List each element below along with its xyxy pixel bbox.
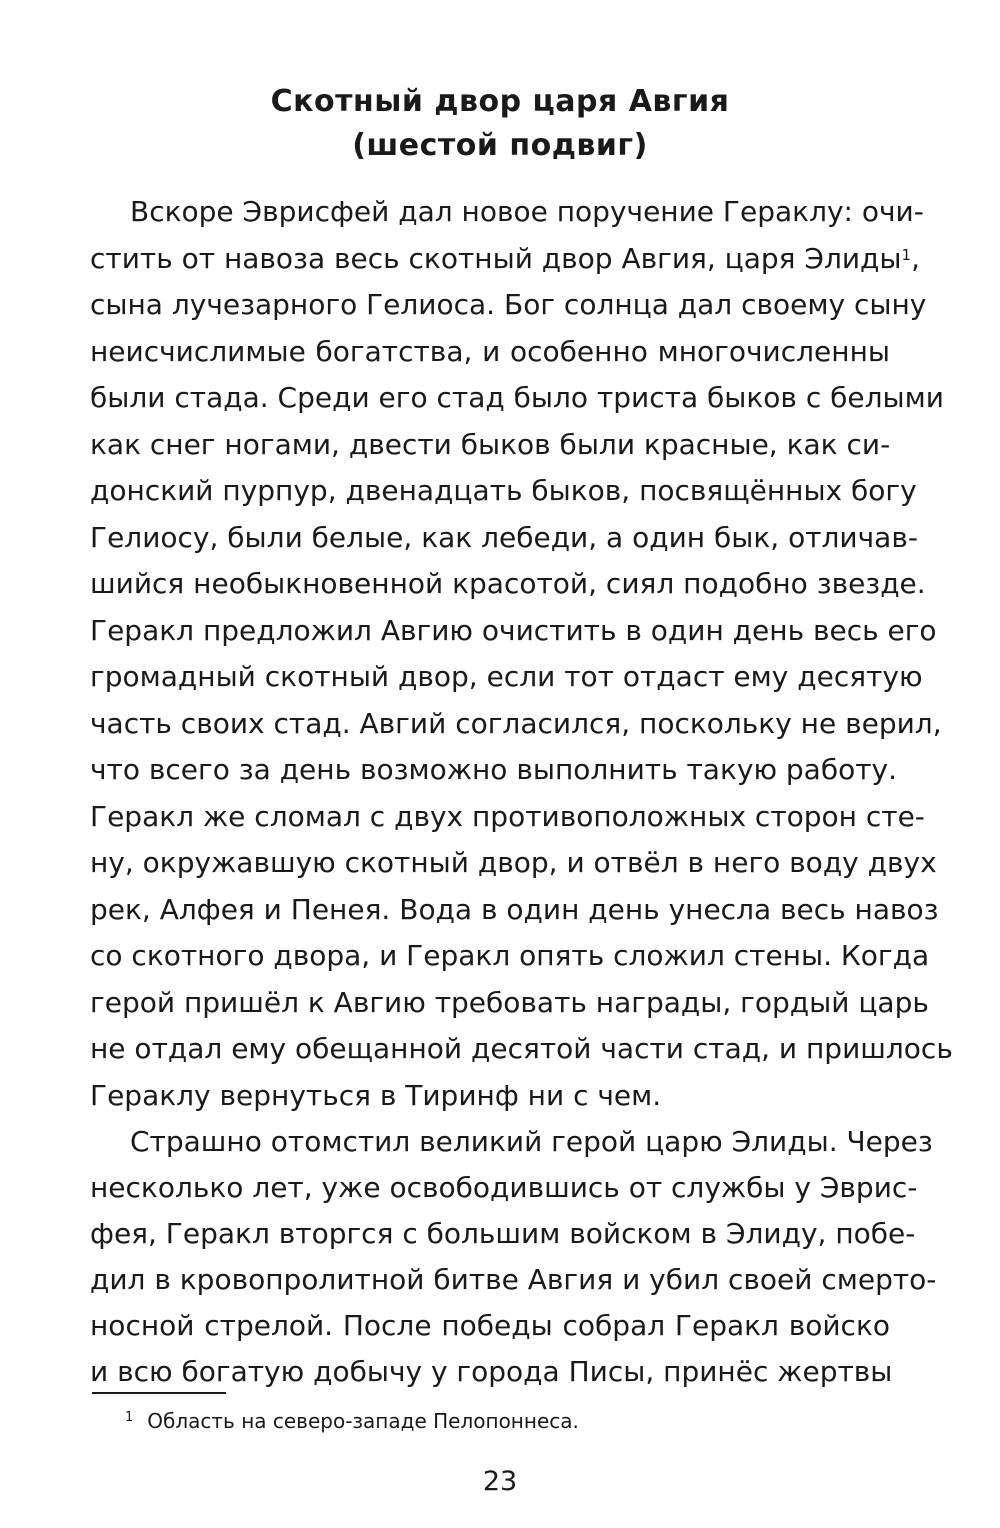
text-line: Вскоре Эврисфей дал новое поручение Гераклу: очи- (130, 195, 924, 228)
text-line: рек, Алфея и Пенея. Вода в один день унесла весь навоз (90, 892, 939, 926)
text-line: Гераклу вернуться в Тиринф ни с чем. (90, 1078, 662, 1112)
text-line-punctuation: , (911, 241, 920, 275)
text-line: фея, Геракл вторгся с большим войском в Элиду, побе- (90, 1217, 916, 1250)
text-line: сына лучезарного Гелиоса. Бог солнца дал своему сыну (90, 288, 927, 321)
footnote (125, 1406, 579, 1436)
text-line: носной стрелой. После победы собрал Геракл войско (90, 1309, 890, 1342)
text-line: не отдал ему обещанной десятой части стад, и пришлось (90, 1032, 953, 1065)
text-line: что всего за день возможно выполнить такую работу. (90, 753, 898, 786)
text-line: дил в кровопролитной битве Авгия и убил своей смерто- (90, 1263, 937, 1296)
text-line: Геракл же сломал с двух противоположных сторон сте- (90, 799, 925, 833)
text-line (90, 239, 920, 279)
footnote-marker: 1 (125, 1410, 134, 1425)
text-line: шийся необыкновенной красотой, сиял подобно звезде. (90, 567, 926, 600)
text-line: громадный скотный двор, если тот отдаст ему десятую (90, 660, 923, 693)
text-line: часть своих стад. Авгий согласился, поскольку не верил, (90, 706, 942, 740)
text-line: и всю богатую добычу у города Писы, принёс жертвы (90, 1355, 893, 1388)
footnote-divider (92, 1392, 226, 1394)
text-line: герой пришёл к Авгию требовать награды, гордый царь (90, 985, 929, 1019)
text-line: Геракл предложил Авгию очистить в один день весь его (90, 613, 937, 647)
footnote-reference: 1 (901, 245, 912, 264)
text-line: ну, окружавшую скотный двор, и отвёл в него воду двух (90, 846, 937, 879)
text-line: Гелиосу, были белые, как лебеди, а один бык, отличав- (90, 520, 918, 554)
text-line: неисчислимые богатства, и особенно многочисленны (90, 334, 890, 368)
chapter-subtitle: (шестой подвиг) (352, 128, 648, 163)
text-line: несколько лет, уже освободившись от службы у Эврис- (90, 1171, 918, 1204)
page-number: 23 (482, 1466, 518, 1497)
footnote-text: Область на северо-западе Пелопоннеса. (147, 1409, 579, 1433)
text-line: со скотного двора, и Геракл опять сложил стены. Когда (90, 939, 930, 972)
text-line: Страшно отомстил великий герой царю Элиды. Через (130, 1125, 933, 1158)
text-line-content: стить от навоза весь скотный двор Авгия, царя Элиды (90, 241, 902, 275)
text-line: донский пурпур, двенадцать быков, посвящённых богу (90, 474, 917, 507)
chapter-title: Скотный двор царя Авгия (270, 84, 730, 119)
text-line: были стада. Среди его стад было триста быков с белыми (90, 381, 944, 414)
text-line: как снег ногами, двести быков были красные, как си- (90, 427, 891, 461)
